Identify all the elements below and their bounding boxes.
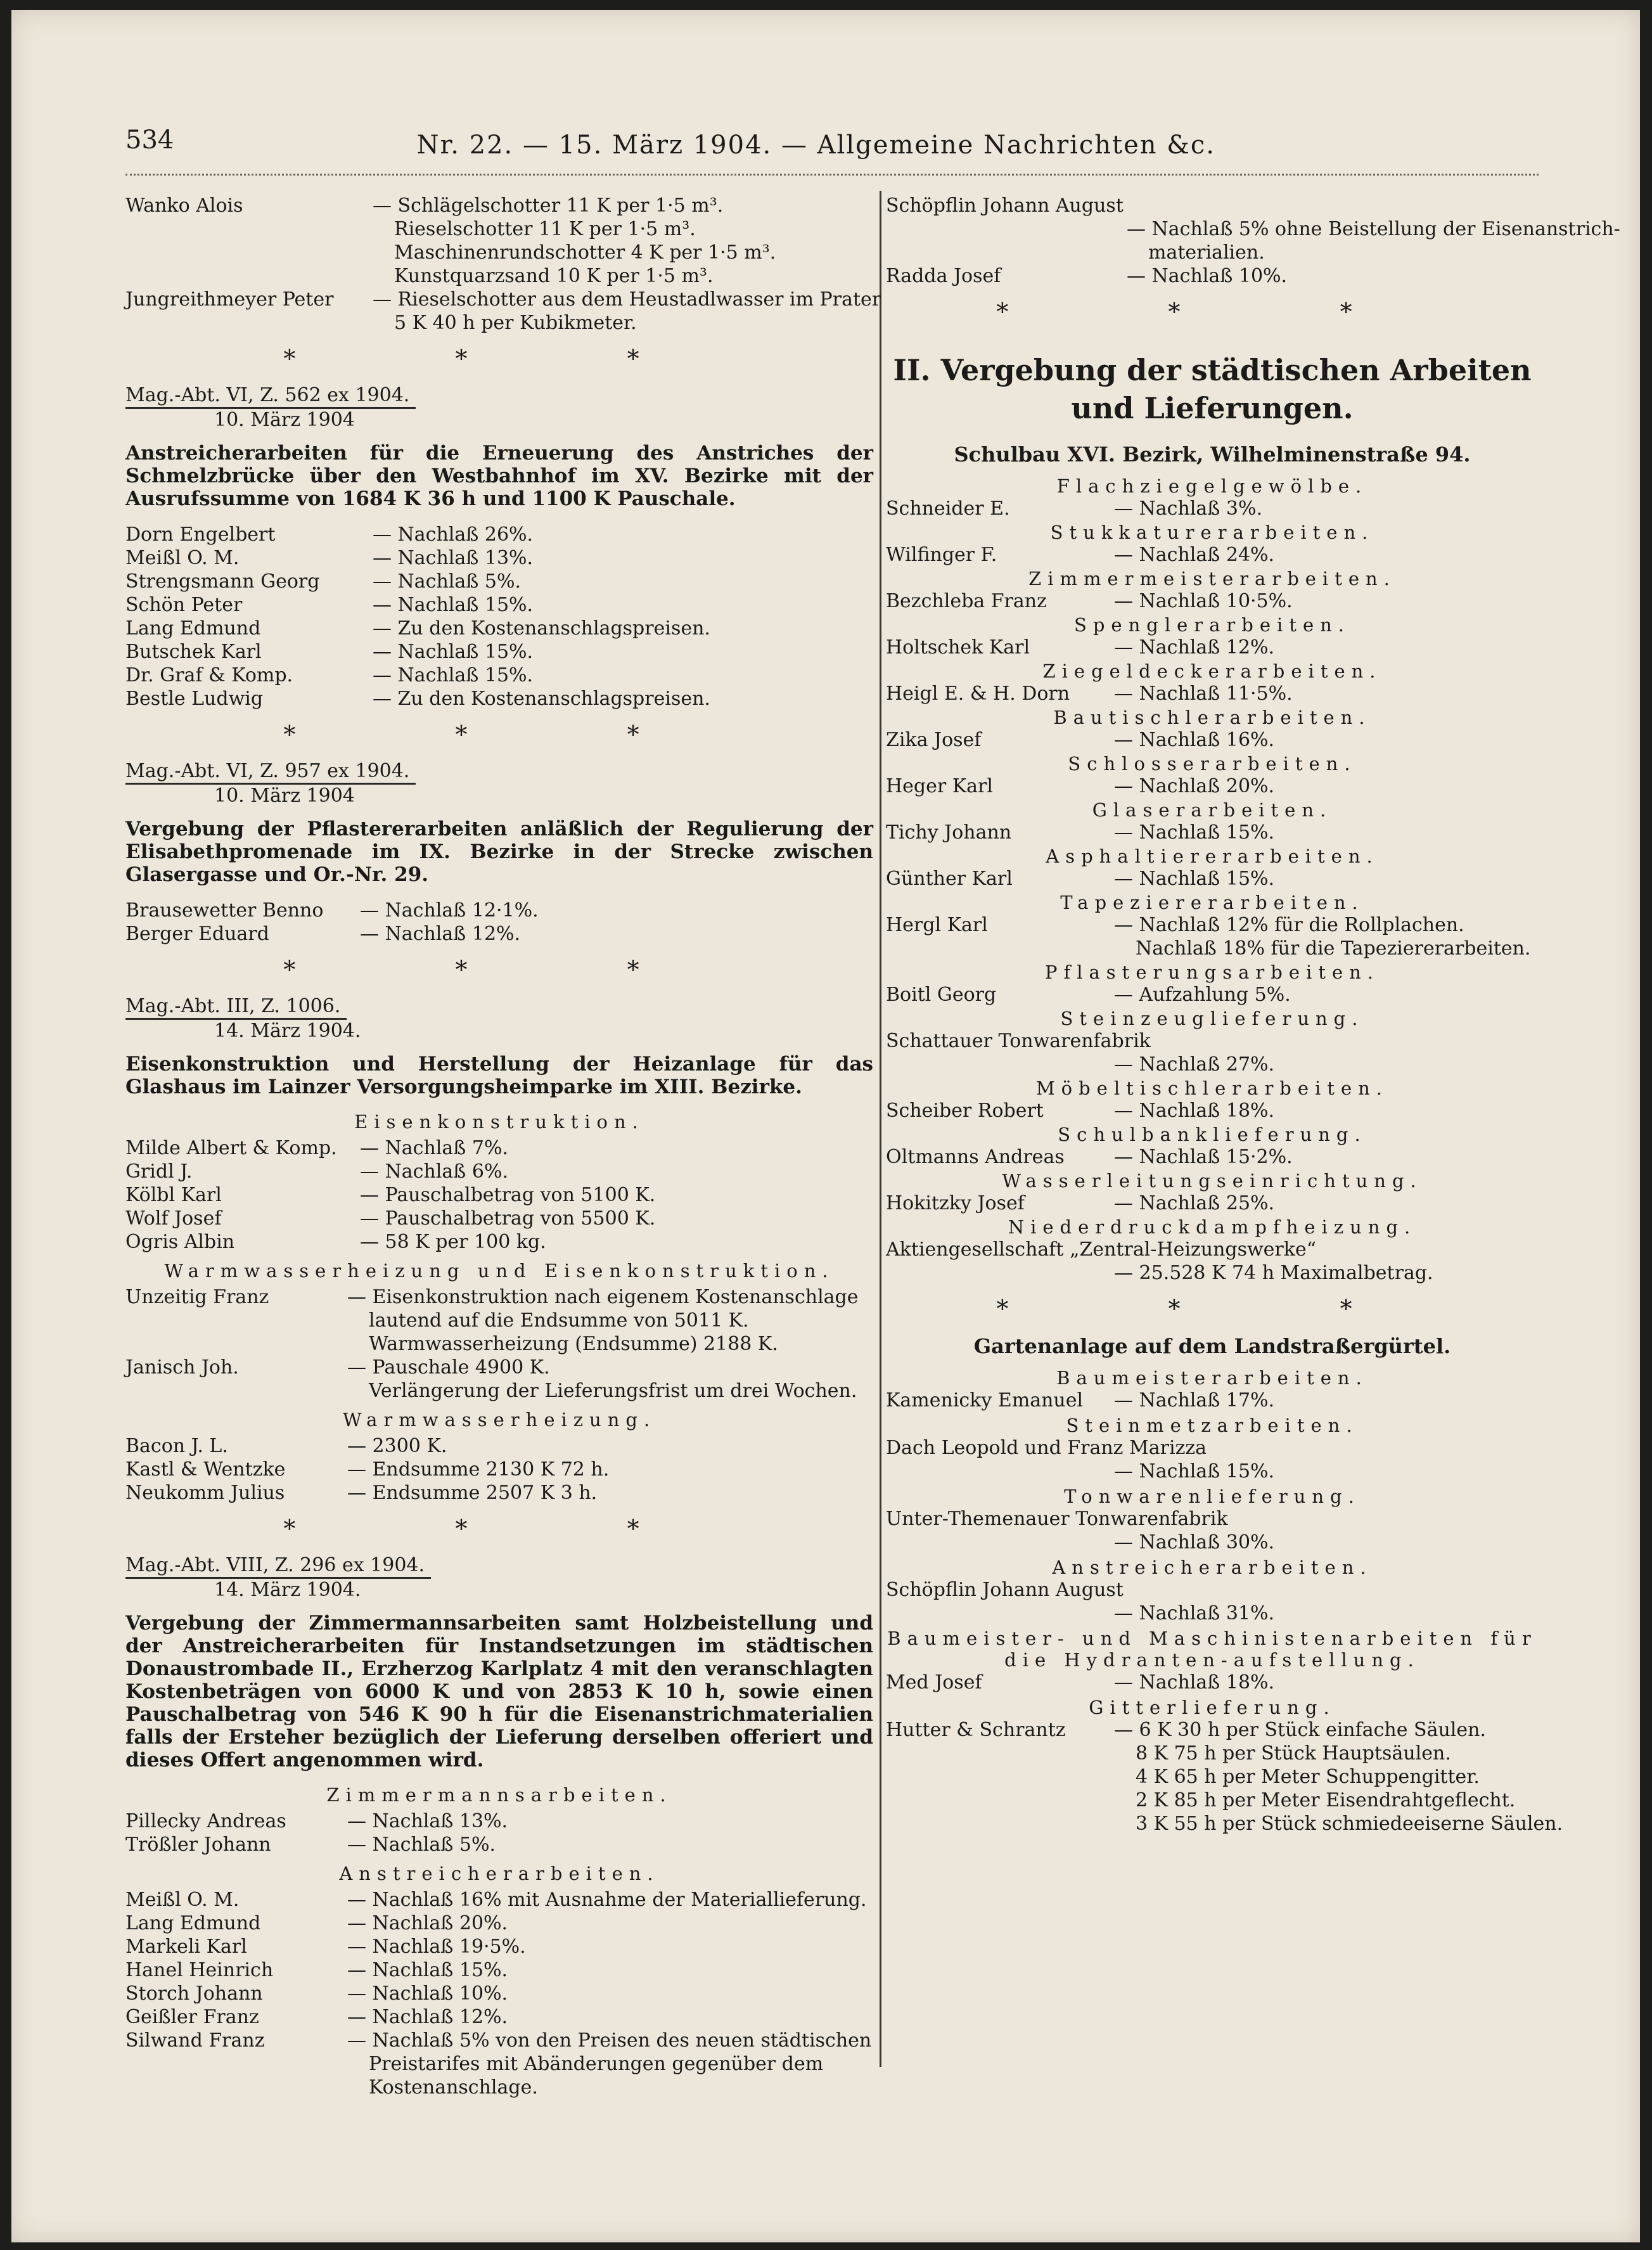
entry-value: — Nachlaß 19·5%. [347,1936,526,1958]
entry-value: — Endsumme 2130 K 72 h. [347,1458,610,1481]
entry-line: — Nachlaß 12% für die Rollplachen. [1114,914,1464,936]
entry-line: Warmwasserheizung (Endsumme) 2188 K. [369,1333,778,1355]
list-item [886,1099,1539,1122]
entry-name: Scheiber Robert [886,1100,1044,1122]
entry-name: Radda Josef [886,265,1001,287]
entry-line: 3 K 55 h per Stück schmiedeeiserne Säulen. [1136,1813,1563,1835]
list-item [125,922,873,946]
entry-name: Berger Eduard [125,923,269,945]
entry-name: Kamenicky Emanuel [886,1389,1084,1411]
entry-value: — Nachlaß 7%. [360,1137,508,1159]
section-heading: Asphaltiererarbeiten. [1046,845,1379,867]
entry-value [373,194,873,288]
entry-value: — Nachlaß 15%. [1114,821,1275,844]
running-title: Nr. 22. — 15. März 1904. — Allgemeine Nachrichten &c. [416,131,1215,160]
list-item [125,1982,873,2005]
list-item [886,636,1539,659]
section-heading: Wasserleitungseinrichtung. [1002,1170,1423,1192]
entry-name: Jungreithmeyer Peter [125,288,334,311]
entry-name: Dach Leopold und Franz Marizza [886,1437,1207,1459]
entry-line: — Nachlaß 15%. [1114,1460,1275,1482]
entry-value: — Nachlaß 3%. [1114,498,1262,520]
entry-value [347,1285,873,1356]
entry-value: — 2300 K. [347,1435,447,1457]
list-item [125,664,873,687]
entry-name: Trößler Johann [125,1834,271,1856]
entry-value: — Nachlaß 6%. [360,1160,508,1183]
list-item [125,570,873,593]
section-heading: Schlosserarbeiten. [1068,753,1357,775]
entry-name: Unter-Themenauer Tonwarenfabrik [886,1508,1228,1530]
section-heading: Pflasterungsarbeiten. [1044,961,1380,983]
section-heading: Zimmermeisterarbeiten. [1028,568,1396,589]
entry-value: — Nachlaß 15%. [373,664,534,686]
entry-value [1114,1238,1539,1285]
entry-name: Unzeitig Franz [125,1286,269,1308]
reference-number [125,384,873,409]
reference-text: Mag.-Abt. VI, Z. 957 ex 1904. [125,760,416,785]
list-item [125,546,873,570]
entry-value: — Nachlaß 18%. [1114,1100,1275,1122]
entry-value: — Nachlaß 11·5%. [1114,683,1293,705]
entry-line: — Eisenkonstruktion nach eigenem Kostenanschlage [347,1286,859,1308]
entry-line: Rieselschotter 11 K per 1·5 m³. [394,218,696,240]
section-title: II. Vergebung der städtischen Arbeiten und Lieferungen. [893,353,1532,425]
list-item [125,1458,873,1481]
entry-line: 5 K 40 h per Kubikmeter. [394,312,637,334]
subsection-title: Gartenanlage auf dem Landstraßergürtel. [973,1334,1451,1358]
entry-line: — 25.528 K 74 h Maximalbetrag. [1114,1262,1433,1284]
entry-name: Strengsmann Georg [125,570,320,593]
entry-value: — Nachlaß 12%. [360,923,521,945]
entry-name: Hutter & Schrantz [886,1719,1066,1741]
subsection-title: Schulbau XVI. Bezirk, Wilhelminenstraße 94. [954,442,1471,466]
entry-line: Nachlaß 18% für die Tapeziererarbeiten. [1136,937,1531,960]
entry-value [1114,1436,1539,1483]
entry-value: — Nachlaß 20%. [1114,775,1275,797]
entry-name: Schneider E. [886,498,1010,520]
list-item [886,264,1539,288]
list-item [886,821,1539,844]
list-item [886,867,1539,890]
notice-title: Anstreicherarbeiten für die Erneuerung des Anstriches der Schmelzbrücke über den Westbahnhof im XV. Bezirke mit der Ausrufssumme von 1684 K 36 h und 1100 K Pauschale. [125,442,873,510]
reference-text: Mag.-Abt. VIII, Z. 296 ex 1904. [125,1554,431,1579]
entry-name: Geißler Franz [125,2006,259,2028]
section-heading: Stukkaturerarbeiten. [1050,522,1374,543]
entry-name: Neukomm Julius [125,1482,285,1504]
entry-value: — Nachlaß 17%. [1114,1389,1275,1411]
entry-name: Lang Edmund [125,617,261,640]
entry-value: — Nachlaß 10·5%. [1114,590,1293,612]
entry-name: Bezchleba Franz [886,590,1047,612]
section-heading: Anstreicherarbeiten. [1052,1557,1373,1578]
list-item [886,1718,1563,1835]
list-item [125,1207,873,1230]
entry-value [347,1356,873,1403]
list-item [125,2005,873,2029]
list-item [125,1160,873,1183]
reference-text: Mag.-Abt. III, Z. 1006. [125,995,347,1020]
entry-line [1114,1238,1539,1261]
entry-name: Schöpflin Johann August [886,1579,1124,1601]
list-item [125,617,873,640]
separator-stars: * * * [283,956,715,984]
list-item [125,687,873,710]
list-item [125,899,873,922]
list-item [886,1671,1539,1694]
entry-name: Heger Karl [886,775,993,797]
entry-value: — Nachlaß 25%. [1114,1192,1275,1214]
entry-value: — Nachlaß 12%. [1114,636,1275,659]
entry-line: lautend auf die Endsumme von 5011 K. [369,1309,749,1332]
list-item [886,1578,1539,1625]
entry-name: Meißl O. M. [125,1889,240,1911]
entry-name: Med Josef [886,1671,982,1694]
entry-name: Silwand Franz [125,2029,265,2052]
entry-name: Kastl & Wentzke [125,1458,286,1481]
notice-title: Vergebung der Zimmermannsarbeiten samt Holzbeistellung und der Anstreicherarbeiten für Instandsetzungen im städtischen Donaustrombade II., Erzherzog Karlplatz 4 mit den veranschlagten Kostenbeträgen von 6000 K und von 2853 K 10 h, sowie einen Pauschalbetrag von 546 K 90 h für die Eisenanstrichmaterialien falls der Ersteher bezüglich der Lieferung derselben offeriert und dieses Offert angenommen wird. [125,1612,873,1771]
entry-value: — Nachlaß 15·2%. [1114,1146,1293,1168]
section-heading: Tapeziererarbeiten. [1060,892,1364,913]
entry-value [1114,1507,1539,1554]
notice-date: 14. März 1904. [214,1579,361,1601]
list-item [886,1145,1539,1169]
section-heading: Eisenkonstruktion. [354,1111,644,1133]
reference-number [125,1554,873,1579]
entry-value: — Pauschalbetrag von 5100 K. [360,1184,656,1206]
list-item [125,1810,873,1833]
entry-line: — Schlägelschotter 11 K per 1·5 m³. [373,195,724,217]
entry-value: — 58 K per 100 kg. [360,1231,546,1253]
section-heading: Warmwasserheizung. [342,1409,656,1430]
entry-line: Maschinenrundschotter 4 K per 1·5 m³. [394,241,776,264]
list-item [886,589,1539,613]
list-item [886,1029,1539,1076]
entry-name: Heigl E. & H. Dorn [886,683,1070,705]
entry-line: — Pauschale 4900 K. [347,1356,550,1379]
notice-title: Eisenkonstruktion und Herstellung der Heizanlage für das Glashaus im Lainzer Versorgungsheimparke im XIII. Bezirke. [125,1053,873,1098]
section-heading: Baumeisterarbeiten. [1056,1367,1368,1389]
entry-value: — Nachlaß 15%. [373,594,534,616]
entry-name: Brausewetter Benno [125,899,324,922]
entry-value: — Nachlaß 20%. [347,1912,508,1934]
list-item [125,593,873,617]
list-item [886,194,1620,264]
entry-value: — Nachlaß 24%. [1114,544,1275,566]
entry-value: — Nachlaß 18%. [1114,1671,1275,1694]
entry-line: 4 K 65 h per Meter Schuppengitter. [1136,1766,1480,1788]
list-item [125,1481,873,1505]
list-item [125,1136,873,1160]
section-heading: Baumeister- und Maschinistenarbeiten für die Hydranten-aufstellung. [887,1628,1537,1671]
entry-name: Meißl O. M. [125,547,240,569]
separator-stars: * * * [283,721,715,749]
newspaper-page [11,10,1640,2242]
notice-date: 10. März 1904 [214,785,355,807]
entry-name: Wolf Josef [125,1207,222,1230]
entry-name: Wanko Alois [125,195,243,217]
entry-name: Pillecky Andreas [125,1810,286,1832]
entry-value [1114,913,1539,960]
list-item [125,640,873,664]
entry-value: — Nachlaß 5%. [347,1834,496,1856]
entry-value: — Pauschalbetrag von 5500 K. [360,1207,656,1230]
list-item [125,194,873,288]
section-heading: Steinzeuglieferung. [1060,1008,1364,1029]
entry-line: — Nachlaß 30%. [1114,1531,1275,1553]
entry-value: — Zu den Kostenanschlagspreisen. [373,617,710,640]
entry-name: Gridl J. [125,1160,193,1183]
entry-value: — Nachlaß 15%. [1114,868,1275,890]
entry-name: Lang Edmund [125,1912,261,1934]
list-item [125,1285,873,1356]
section-heading: Warmwasserheizung und Eisenkonstruktion. [164,1260,835,1282]
entry-name: Butschek Karl [125,641,262,663]
list-item [125,1183,873,1207]
reference-number [125,995,873,1020]
entry-value [1127,264,1539,288]
notice-date: 14. März 1904. [214,1020,361,1042]
entry-value: — Nachlaß 16%. [1114,729,1275,751]
entry-value [1114,1578,1539,1625]
entry-value [373,288,881,335]
entry-name: Janisch Joh. [125,1356,239,1379]
header-rule [125,174,1539,176]
list-item [125,1434,873,1458]
entry-value: — Nachlaß 15%. [347,1959,508,1981]
right-column [886,194,1620,1835]
entry-name: Hokitzky Josef [886,1192,1025,1214]
separator-stars: * * * [996,298,1428,326]
entry-value: — Nachlaß 15%. [373,641,534,663]
list-item [125,2029,873,2099]
entry-name: Bestle Ludwig [125,688,264,710]
entry-value: — Nachlaß 10%. [347,1983,508,2005]
entry-name: Bacon J. L. [125,1435,228,1457]
entry-value: — Nachlaß 13%. [347,1810,508,1832]
entry-line: materialien. [1148,241,1265,264]
entry-line [1114,1029,1539,1053]
section-heading: Glaserarbeiten. [1092,799,1333,821]
section-heading: Gitterlieferung. [1089,1697,1336,1718]
left-column [125,194,881,2099]
reference-number [125,760,873,785]
list-item [886,1238,1539,1285]
entry-name: Storch Johann [125,1983,263,2005]
entry-name: Holtschek Karl [886,636,1030,659]
entry-line: Verlängerung der Lieferungsfrist um drei Wochen. [369,1380,857,1402]
list-item [886,497,1539,520]
entry-line: — 6 K 30 h per Stück einfache Säulen. [1114,1719,1486,1741]
list-item [125,1935,873,1958]
entry-name: Dr. Graf & Komp. [125,664,293,686]
list-item [125,1958,873,1982]
separator-stars: * * * [283,1515,715,1543]
entry-line: — Nachlaß 10%. [1127,265,1288,287]
entry-line: Kostenanschlage. [369,2076,538,2099]
section-heading: Steinmetzarbeiten. [1066,1415,1359,1436]
list-item [886,913,1539,960]
list-item [125,1230,873,1254]
column-divider [880,191,881,2067]
section-heading: Spenglerarbeiten. [1074,614,1350,636]
entry-name: Günther Karl [886,868,1013,890]
entry-line: — Rieselschotter aus dem Heustadlwasser im Prater [373,288,881,311]
section-heading: Ziegeldeckerarbeiten. [1042,660,1382,682]
entry-line [1114,1507,1539,1531]
section-heading: Niederdruckdampfheizung. [1008,1216,1417,1238]
entry-line [1114,1578,1539,1602]
list-item [886,775,1539,798]
entry-name: Dorn Engelbert [125,524,276,546]
entry-name: Tichy Johann [886,821,1012,844]
section-heading: Schulbanklieferung. [1058,1124,1367,1145]
entry-line [1127,194,1620,217]
entry-value: — Nachlaß 5%. [373,570,521,593]
list-item [886,543,1539,567]
list-item [125,288,881,335]
entry-value: — Zu den Kostenanschlagspreisen. [373,688,710,710]
entry-name: Schöpflin Johann August [886,195,1124,217]
entry-value: — Endsumme 2507 K 3 h. [347,1482,598,1504]
entry-name: Zika Josef [886,729,982,751]
entry-value: — Nachlaß 13%. [373,547,534,569]
entry-name: Milde Albert & Komp. [125,1137,337,1159]
entry-value: — Nachlaß 12·1%. [360,899,539,922]
entry-line [1114,1436,1539,1460]
entry-line: — Nachlaß 31%. [1114,1602,1275,1624]
entry-name: Hergl Karl [886,914,988,936]
entry-name: Oltmanns Andreas [886,1146,1065,1168]
entry-line: 2 K 85 h per Meter Eisendrahtgeflecht. [1136,1789,1516,1811]
section-heading: Anstreicherarbeiten. [339,1863,660,1884]
entry-line: — Nachlaß 5% von den Preisen des neuen städtischen [347,2029,872,2052]
entry-value [1114,1718,1563,1835]
section-heading: Flachziegelgewölbe. [1056,475,1368,497]
list-item [886,728,1539,752]
list-item [886,1192,1539,1215]
list-item [125,1356,873,1403]
list-item [125,1833,873,1856]
entry-name: Wilfinger F. [886,544,997,566]
list-item [886,1507,1539,1554]
page-number: 534 [125,125,174,155]
entry-name: Kölbl Karl [125,1184,222,1206]
entry-value [347,2029,873,2099]
entry-name: Boitl Georg [886,984,997,1006]
section-heading: Tonwarenlieferung. [1064,1486,1361,1507]
entry-name: Aktiengesellschaft „Zentral-Heizungswerke“ [886,1238,1317,1261]
entry-value [1127,194,1620,264]
notice-date: 10. März 1904 [214,409,355,431]
entry-value: — Nachlaß 16% mit Ausnahme der Materiallieferung. [347,1889,867,1911]
entry-value: — Nachlaß 12%. [347,2006,508,2028]
entry-line: — Nachlaß 5% ohne Beistellung der Eisenanstrich- [1127,218,1620,240]
entry-line: Kunstquarzsand 10 K per 1·5 m³. [394,265,714,287]
entry-name: Ogris Albin [125,1231,235,1253]
entry-value [1114,1029,1539,1076]
entry-line: Preistarifes mit Abänderungen gegenüber dem [369,2053,824,2075]
entry-value: — Aufzahlung 5%. [1114,984,1291,1006]
list-item [886,1389,1539,1412]
entry-value: — Nachlaß 26%. [373,524,534,546]
section-heading: Bautischlerarbeiten. [1053,707,1371,728]
list-item [886,682,1539,705]
entry-line: 8 K 75 h per Stück Hauptsäulen. [1136,1742,1451,1765]
list-item [886,983,1539,1006]
notice-title: Vergebung der Pflastererarbeiten anläßlich der Regulierung der Elisabethpromenade im IX. Bezirke in der Strecke zwischen Glasergasse und Or.-Nr. 29. [125,818,873,886]
section-heading: Möbeltischlerarbeiten. [1035,1077,1389,1099]
separator-stars: * * * [996,1295,1428,1323]
list-item [125,523,873,546]
list-item [125,1888,873,1912]
list-item [125,1912,873,1935]
separator-stars: * * * [283,345,715,373]
page-header [125,125,1215,164]
reference-text: Mag.-Abt. VI, Z. 562 ex 1904. [125,384,416,409]
entry-name: Hanel Heinrich [125,1959,274,1981]
section-heading: Zimmermannsarbeiten. [326,1784,672,1806]
entry-name: Schattauer Tonwarenfabrik [886,1030,1151,1052]
entry-line: — Nachlaß 27%. [1114,1053,1275,1076]
entry-name: Schön Peter [125,594,243,616]
entry-name: Markeli Karl [125,1936,247,1958]
list-item [886,1436,1539,1483]
